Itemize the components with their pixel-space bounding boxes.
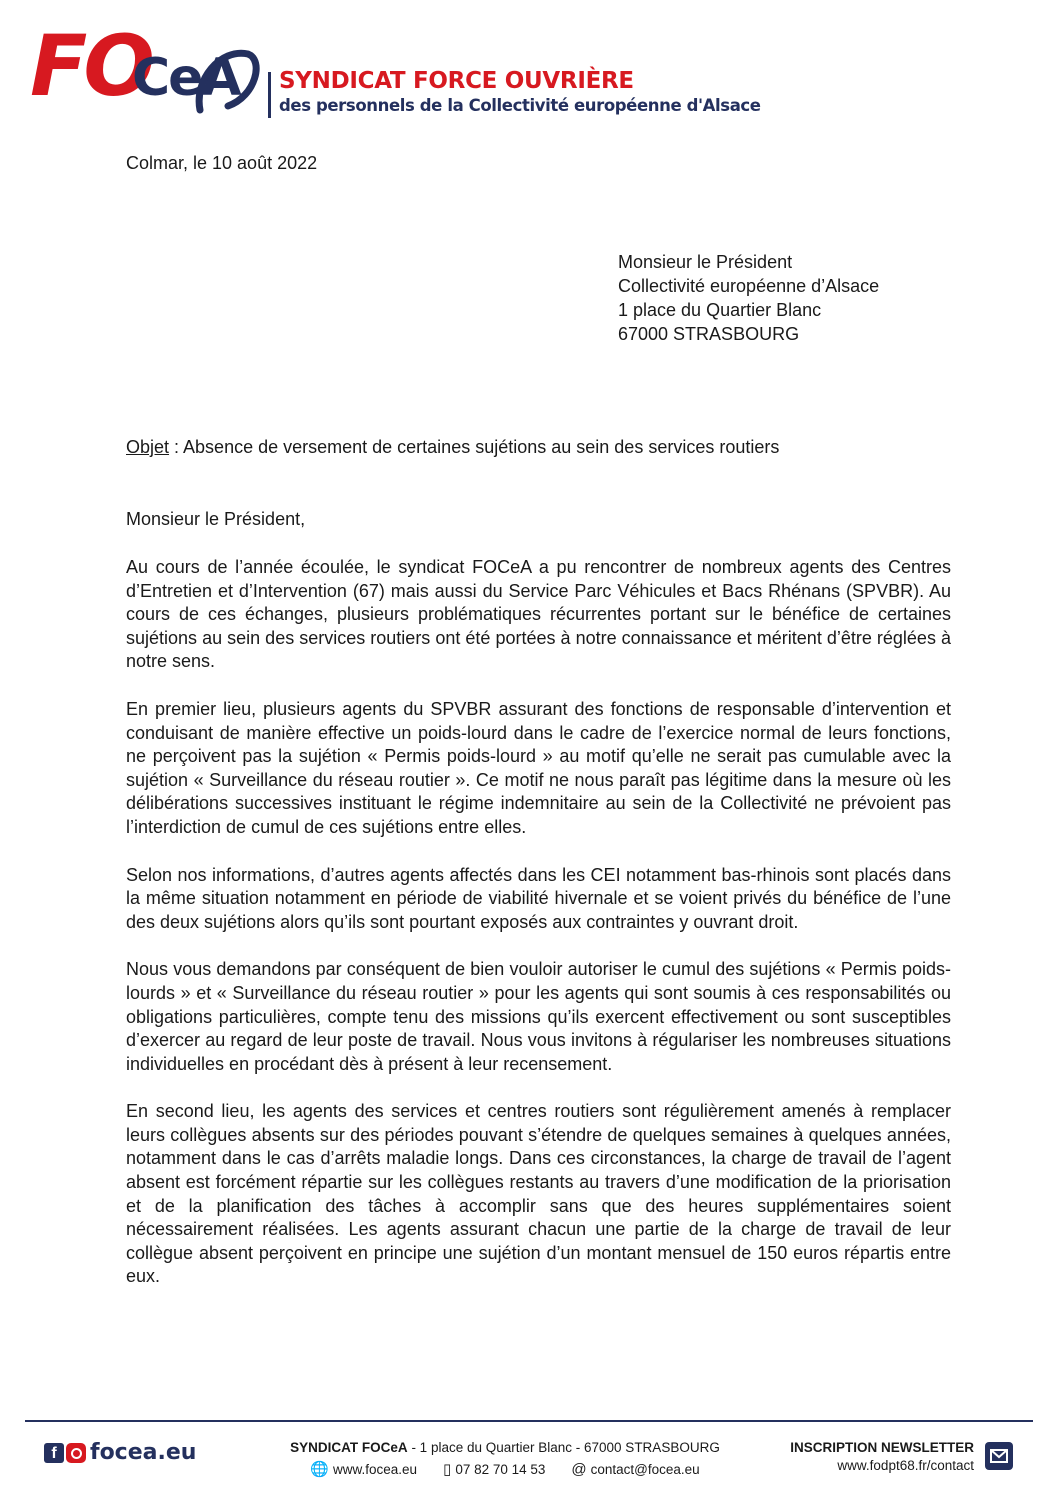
recipient-line: 67000 STRASBOURG xyxy=(618,324,800,344)
footer-website-text: www.focea.eu xyxy=(333,1461,418,1477)
recipient-line: Monsieur le Président xyxy=(618,252,793,272)
footer-social xyxy=(44,1440,196,1465)
paragraph: En second lieu, les agents des services et centres routiers sont régulièrement amenés à remplacer leurs collègues absents sur des périodes pouvant s’étendre de quelques semaines à quelques années, notamment dans le cas d’arrêts maladie longs. Dans ces circonstances, la charge de travail de l’agent absent est forcément répartie sur les collègues restants au travers d’une modification de la priorisation et de la planification des tâches à accomplir sans que des heures supplémentaires soient nécessairement réalisées. Les agents assurant chacun une partie de la charge de travail de leur collègue absent perçoivent en principe une sujétion d’un montant mensuel de 150 euros répartis entre eux. xyxy=(126,1101,951,1287)
footer-site-link[interactable]: focea.eu xyxy=(90,1440,197,1465)
phone-icon: ▯ xyxy=(443,1461,452,1478)
recipient-line: Collectivité européenne d’Alsace xyxy=(618,276,880,296)
globe-icon: 🌐 xyxy=(310,1461,329,1478)
newsletter-title: INSCRIPTION NEWSLETTER xyxy=(790,1440,974,1455)
date-line: Colmar, le 10 août 2022 xyxy=(126,153,318,173)
org-title: SYNDICAT FORCE OUVRIÈRE xyxy=(279,68,634,94)
logo-fo: FO xyxy=(30,17,151,115)
footer-org: SYNDICAT FOCeA xyxy=(290,1440,408,1455)
footer-phone-text: 07 82 70 14 53 xyxy=(455,1461,546,1477)
logo-cea: CeA xyxy=(132,48,240,108)
org-subtitle: des personnels de la Collectivité européenne d'Alsace xyxy=(279,96,761,115)
subject-text: : Absence de versement de certaines sujétions au sein des services routiers xyxy=(169,437,780,457)
paragraph: Au cours de l’année écoulée, le syndicat FOCeA a pu rencontrer de nombreux agents des Centres d’Entretien et d’Intervention (67) mais aussi du Service Parc Véhicules et Bacs Rhénans (SPVBR). Au cours de ces échanges, plusieurs problématiques récurrentes portant sur le bénéfice de certaines sujétions au sein des services routiers ont été portées à notre connaissance et méritent d’être réglées à notre sens. xyxy=(126,557,951,672)
logo-divider xyxy=(268,72,271,118)
mail-icon[interactable] xyxy=(985,1442,1013,1470)
paragraph: Nous vous demandons par conséquent de bien vouloir autoriser le cumul des sujétions « Permis poids-lourds » et « Surveillance du réseau routier » pour les agents qui sont soumis à ces responsabilités ou obligations particulières, compte tenu des missions qu’ils exercent effectivement ou sont susceptibles d’exercer au regard de leur poste de travail. Nous vous invitons à régulariser les nombreuses situations individuelles en procédant dès à présent à leur recensement. xyxy=(126,959,951,1074)
subject-label: Objet xyxy=(126,437,170,457)
footer-email-text: contact@focea.eu xyxy=(590,1461,700,1477)
recipient-address xyxy=(618,250,879,346)
footer-divider xyxy=(25,1420,1033,1422)
paragraph: Selon nos informations, d’autres agents affectés dans les CEI notamment bas-rhinois sont placés dans la même situation notamment en période de viabilité hivernale et se voient privés du bénéfice de l’une des deux sujétions alors qu’ils sont pourtant exposés aux contraintes y ouvrant droit. xyxy=(126,864,951,932)
paragraph: En premier lieu, plusieurs agents du SPVBR assurant des fonctions de responsable d’intervention et conduisant de manière effective un poids-lourd dans le cadre de l’exercice normal de leurs fonctions, ne perçoivent pas la sujétion « Permis poids-lourd » au motif qu’elle ne serait pas cumulable avec la sujétion « Surveillance du réseau routier ». Ce motif ne nous paraît pas légitime dans la mesure où les délibérations successives instituant le régime indemnitaire au sein de la Collectivité ne prévoient pas l’interdiction de cumul de ces sujétions entre elles. xyxy=(126,698,951,837)
footer-address xyxy=(280,1440,730,1455)
salutation: Monsieur le Président, xyxy=(126,509,306,529)
footer-phone[interactable] xyxy=(443,1460,545,1478)
footer-website[interactable] xyxy=(310,1460,417,1478)
subject-line xyxy=(126,437,779,458)
footer-address-text: - 1 place du Quartier Blanc - 67000 STRASBOURG xyxy=(407,1440,720,1455)
recipient-line: 1 place du Quartier Blanc xyxy=(618,300,822,320)
at-icon: @ xyxy=(571,1460,587,1478)
letter-body xyxy=(126,556,951,1313)
facebook-icon[interactable]: f xyxy=(44,1443,64,1463)
logo-swoosh-icon xyxy=(190,40,262,120)
footer-newsletter xyxy=(760,1440,974,1473)
newsletter-link[interactable]: www.fodpt68.fr/contact xyxy=(837,1458,974,1473)
instagram-icon[interactable] xyxy=(66,1443,86,1463)
envelope-icon xyxy=(985,1442,1013,1470)
footer-email[interactable] xyxy=(571,1460,699,1478)
footer-contact xyxy=(280,1440,730,1478)
